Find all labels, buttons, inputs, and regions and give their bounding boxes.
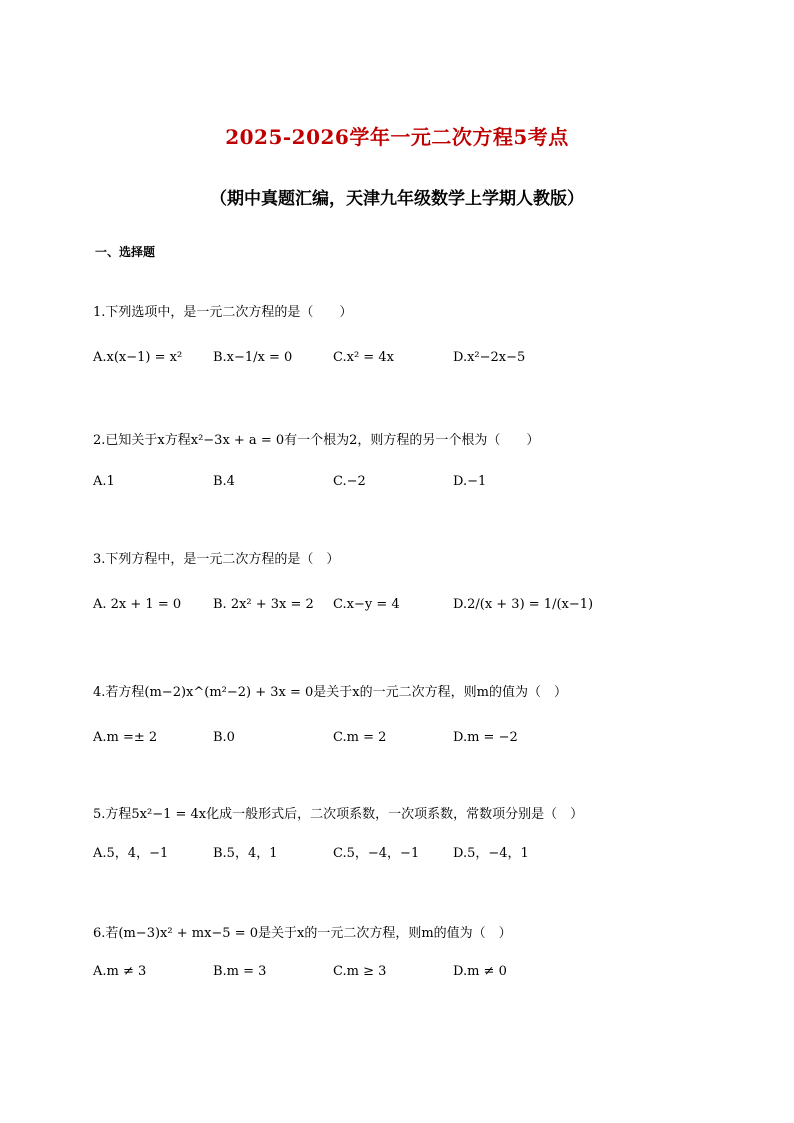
page-title: 2025-2026学年一元二次方程5考点 [225, 125, 569, 149]
question-stem: 3.下列方程中，是一元二次方程的是（ ） [93, 552, 340, 567]
question-options [93, 962, 733, 984]
option-c[interactable]: C.x−y = 4 [333, 597, 400, 612]
question-options [93, 728, 733, 750]
question-options [93, 472, 733, 494]
option-d[interactable]: D.5，−4，1 [453, 846, 529, 861]
question-options [93, 844, 733, 866]
question-options [93, 348, 733, 370]
option-d[interactable]: D.2/(x + 3) = 1/(x−1) [453, 597, 594, 612]
question-stem: 6.若(m−3)x² + mx−5 = 0是关于x的一元二次方程，则m的值为（ ） [93, 926, 512, 941]
question-2 [93, 431, 733, 494]
option-b[interactable]: B.x−1/x = 0 [213, 350, 293, 365]
question-stem: 1.下列选项中，是一元二次方程的是（ ） [93, 305, 353, 320]
option-d[interactable]: D.m = −2 [453, 730, 518, 745]
question-options [93, 595, 733, 617]
option-c[interactable]: C.−2 [333, 474, 366, 489]
option-a[interactable]: A. 2x + 1 = 0 [93, 597, 182, 612]
page-subtitle: （期中真题汇编，天津九年级数学上学期人教版） [210, 189, 584, 209]
question-6 [93, 924, 733, 984]
option-a[interactable]: A.m ≠ 3 [93, 964, 147, 979]
option-a[interactable]: A.m =± 2 [93, 730, 158, 745]
option-b[interactable]: B.m = 3 [213, 964, 267, 979]
option-c[interactable]: C.x² = 4x [333, 350, 394, 365]
option-d[interactable]: D.m ≠ 0 [453, 964, 507, 979]
option-d[interactable]: D.−1 [453, 474, 487, 489]
question-stem: 2.已知关于x方程x²−3x + a = 0有一个根为2，则方程的另一个根为（ ） [93, 433, 540, 448]
option-b[interactable]: B.4 [213, 474, 235, 489]
question-stem: 4.若方程(m−2)x^(m²−2) + 3x = 0是关于x的一元二次方程，则m的值为（ ） [93, 685, 567, 700]
option-c[interactable]: C.m ≥ 3 [333, 964, 387, 979]
option-b[interactable]: B.5，4，1 [213, 846, 278, 861]
option-b[interactable]: B. 2x² + 3x = 2 [213, 597, 314, 612]
question-5 [93, 805, 733, 866]
question-3 [93, 550, 733, 617]
option-a[interactable]: A.1 [93, 474, 115, 489]
option-a[interactable]: A.5，4，−1 [93, 846, 169, 861]
question-4 [93, 683, 733, 750]
section-heading: 一、选择题 [95, 245, 156, 259]
question-stem: 5.方程5x²−1 = 4x化成一般形式后，二次项系数，一次项系数，常数项分别是（ ） [93, 807, 584, 822]
option-c[interactable]: C.m = 2 [333, 730, 387, 745]
option-c[interactable]: C.5，−4，−1 [333, 846, 420, 861]
option-a[interactable]: A.x(x−1) = x² [93, 350, 183, 365]
question-1 [93, 303, 733, 370]
option-d[interactable]: D.x²−2x−5 [453, 350, 526, 365]
option-b[interactable]: B.0 [213, 730, 235, 745]
